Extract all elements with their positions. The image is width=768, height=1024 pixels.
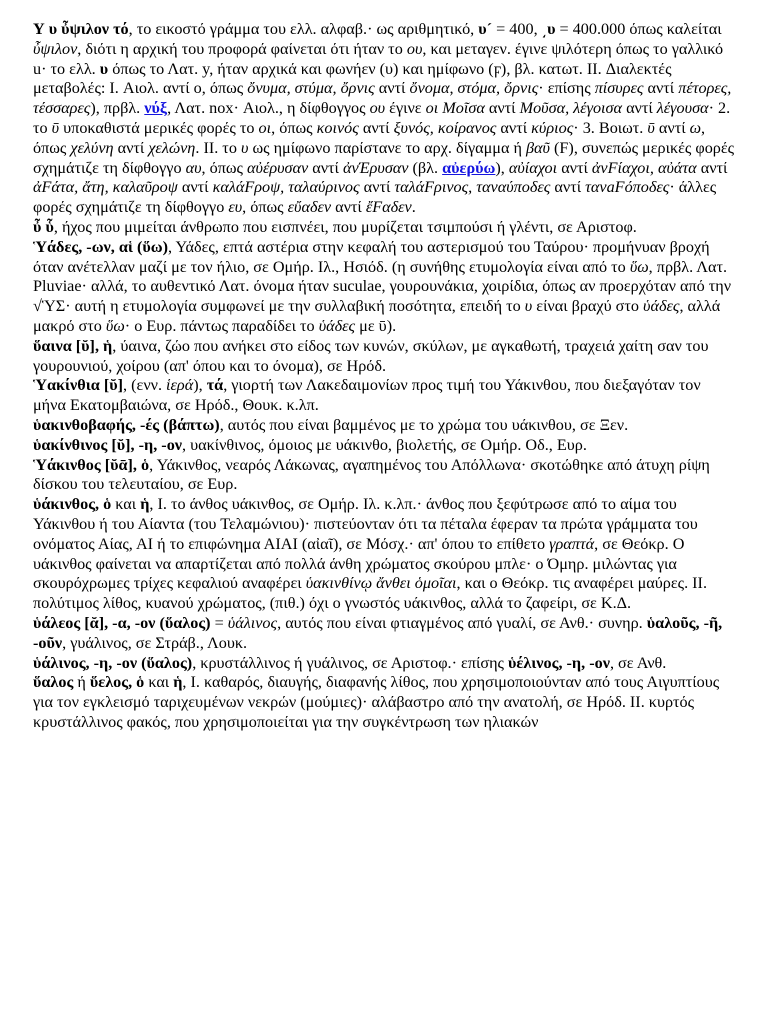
entry-text-run: είναι βραχύ στο xyxy=(532,297,644,316)
entry-text-run: , I. καθαρός, διαυγής, διαφανής λίθος, που χρησιμοποιούνταν από τους Αιγυπτίους για τον εγκλεισμό ταριχευμένων νεκρών (μούμιες)· αλάβαστρο από την ανατολή, σε Ηρόδ. II. κυρτός κρυστάλλινος φακός, που χρησιμοποιείται για την συγκέντρωση των ηλιακών xyxy=(33,673,720,731)
entry-text xyxy=(33,614,737,654)
entry-text-run: , διότι η αρχική του προφορά φαίνεται ότι ήταν το xyxy=(77,39,407,58)
headword: ὕαλος xyxy=(33,673,74,692)
entry-hyakinthia xyxy=(33,376,737,416)
headword: Ὑάδες, -ων, αἱ (ὕω) xyxy=(33,237,168,256)
headword: τά xyxy=(206,376,224,395)
entry-text-run: , I. το άνθος υάκινθος, σε Ομήρ. Ιλ. κ.λπ.· άνθος που ξεφύτρωσε από το αίμα του Υάκινθου ή του Αίαντα (του Τελαμώνιου)· πιστεύονταν ότι τα πέταλα έφεραν τα πρώτα γράμματα του ονόματος Αίας, ΑΙ ή το επιφώνημα ΑΙΑΙ (αἰαῖ), σε Μόσχ.· απ' όπου το επίθετο xyxy=(33,495,698,553)
italic-greek-term: ὕω xyxy=(629,257,649,276)
italic-greek-term: υ xyxy=(524,297,533,316)
italic-greek-term: ταλάFρινος, ταναύποδες xyxy=(394,178,551,197)
italic-greek-term: ω xyxy=(689,118,702,137)
entry-text-run: · 3. Βοιωτ. xyxy=(573,118,648,137)
italic-greek-term: κύριος xyxy=(531,118,574,137)
italic-greek-term: αυ xyxy=(185,158,202,177)
entry-text-run: , (ενν. xyxy=(123,376,167,395)
headword: υ xyxy=(99,59,109,78)
entry-text-run: , ύαινα, ζώο που ανήκει στο είδος των κυνών, σκύλων, με αγκαθωτή, τραχειά χαίτη σαν του γουρουνιού, χοίρου (απ' όπου και το όνομα), σε Ηρόδ. xyxy=(33,336,709,375)
italic-greek-term: ἀνΈρυσαν xyxy=(342,158,409,177)
italic-greek-term: χελώνη xyxy=(148,138,196,157)
entry-text-run: , όπως xyxy=(201,158,248,177)
italic-greek-term: οι xyxy=(425,99,439,118)
italic-greek-term: ξυνός, κοίρανος xyxy=(393,118,497,137)
entry-text-run: αντί xyxy=(308,158,343,177)
entry-text-run: , αλλά μακρό στο xyxy=(33,297,721,335)
entry-text xyxy=(33,436,737,456)
entry-hyakinthinos xyxy=(33,436,737,456)
entry-text-run: αντί xyxy=(359,178,395,197)
italic-greek-term: υ xyxy=(240,138,249,157)
italic-greek-term: ῡ xyxy=(51,118,60,137)
italic-greek-term: ὑακινθίνῳ ἄνθει ὁμοῖαι xyxy=(305,574,457,593)
headword: ἡ xyxy=(173,673,183,692)
entry-text-run: , όπως xyxy=(242,198,288,217)
entry-text-run: , πρβλ. Λατ. Pluviae· αλλά, το αυθεντικό Λατ. όνομα ήταν suculae, γουρουνάκια, χοιρίδια, όπως αν προερχόταν από την √ὙΣ· αυτή η ετυμολογία συμφωνεί με την συλλαβική ποσότητα, επειδή το xyxy=(33,257,732,316)
entry-text-run: αντί xyxy=(643,79,679,98)
entry-text xyxy=(33,456,737,496)
entry-text xyxy=(33,495,737,614)
link-aueryo[interactable]: αὐερύω xyxy=(442,158,496,177)
entry-text-run: (βλ. xyxy=(408,158,443,177)
entry-text-run: · επίσης xyxy=(538,79,595,98)
italic-greek-term: χελύνη xyxy=(70,138,114,157)
headword: Ὑακίνθια [ῠ] xyxy=(33,376,124,395)
headword: ὕαινα [ῠ], ἡ xyxy=(33,336,113,355)
headword: ͵υ xyxy=(541,20,556,38)
entry-text-run: όπως το Λατ. y, ήταν αρχικά και φωνήεν (υ) και ημίφωνο (ϝ), βλ. κατωτ. II. Διαλεκτές μεταβολές: I. Αιολ. αντί ο, όπως xyxy=(33,59,672,98)
entry-text-run: υποκαθιστά μερικές φορές το xyxy=(59,118,259,137)
entry-text xyxy=(33,416,737,436)
entry-text-run: αντί xyxy=(177,178,213,197)
entry-text-run: αντί xyxy=(622,99,657,118)
italic-greek-term: ἀFάτα, ἄτη, καλαῦροψ xyxy=(33,178,178,197)
entry-text-run: , Υάκινθος, νεαρός Λάκωνας, αγαπημένος του Απόλλωνα· σκοτώθηκε από άτυχη ρίψη δίσκου του τελευταίου, σε Ευρ. xyxy=(33,455,710,494)
entry-text-run: αντί xyxy=(496,118,532,137)
headword: Ὑάκινθος [ῠᾱ], ὁ xyxy=(33,455,150,474)
entry-hyakinthos-name xyxy=(33,456,737,496)
entry-text-run: , Λατ. nox· Αιολ., η δίφθογγος xyxy=(167,99,370,118)
entry-text-run: αντί xyxy=(331,198,366,217)
entry-text xyxy=(33,20,737,218)
entry-text-run: και xyxy=(111,495,141,514)
entry-text-run: = xyxy=(210,613,228,632)
entry-text-run: , κρυστάλλινος ή γυάλινος, σε Αριστοφ.· επίσης xyxy=(192,653,508,672)
italic-greek-term: αὐίαχοι xyxy=(508,158,558,177)
italic-greek-term: ὑάδες xyxy=(643,297,680,316)
italic-greek-term: αὐέρυσαν xyxy=(247,158,309,177)
entry-text-run: , το εικοστό γράμμα του ελλ. αλφαβ.· ως αριθμητικό, xyxy=(128,20,479,38)
italic-greek-term: βαῦ xyxy=(525,138,550,157)
headword: ὑακινθοβαφής, -ές (βάπτω) xyxy=(33,415,220,434)
entry-text-run: με ῡ). xyxy=(355,316,397,335)
entry-text-run: , γιορτή των Λακεδαιμονίων προς τιμή του Υάκινθου, που διεξαγόταν τον μήνα Εκατομβαιώνα, σε Ηρόδ., Θουκ. κ.λπ. xyxy=(33,376,701,415)
italic-greek-term: πίσυρες xyxy=(594,79,644,98)
italic-greek-term: ὄνυμα, στύμα, ὄρνις xyxy=(247,79,375,98)
headword: ὕελος, ὁ xyxy=(89,673,145,692)
entry-text-run: ή xyxy=(73,673,90,692)
entry-hyakinthobaphes xyxy=(33,416,737,436)
headword: ὑάλινος, -η, -ον (ὕαλος) xyxy=(33,653,193,672)
italic-greek-term: ὑάλινος xyxy=(227,613,278,632)
entry-text-run: ), xyxy=(495,158,509,177)
headword: ἡ xyxy=(140,495,150,514)
entry-text-run: αντί xyxy=(696,158,728,177)
entry-text-run: αντί xyxy=(374,79,410,98)
entry-ypsilon xyxy=(33,20,737,218)
headword: ὑάκινθος, ὁ xyxy=(33,495,112,514)
italic-greek-term: πέτορες, τέσσαρες xyxy=(33,79,732,118)
italic-greek-term: ἱερά xyxy=(166,376,194,395)
entry-text-run: , όπως xyxy=(271,118,317,137)
italic-greek-term: λέγουσα xyxy=(656,99,709,118)
headword: Υ υ ὖψιλον τό xyxy=(33,20,129,38)
italic-greek-term: ἀνFίαχοι, αὐάτα xyxy=(591,158,697,177)
entry-text-run: αντί xyxy=(484,99,520,118)
headword: υ´ xyxy=(478,20,493,38)
entry-text-run: , αυτός που είναι φτιαγμένος από γυαλί, σε Ανθ.· συνηρ. xyxy=(277,613,647,632)
entry-text xyxy=(33,218,737,238)
headword: ὑακίνθινος [ῠ], -η, -ον xyxy=(33,435,183,454)
entry-hyalos xyxy=(33,673,737,732)
entry-text-run: ), xyxy=(193,376,207,395)
italic-greek-term: ὕω xyxy=(105,316,125,335)
entry-text-run: , Υάδες, επτά αστέρια στην κεφαλή του αστερισμού του Ταύρου· προμήνυαν βροχή όταν ανέτελλαν μαζί με τον ήλιο, σε Ομήρ. Ιλ., Ησιόδ. (η συνήθης ετυμολογία είναι από το xyxy=(33,237,710,276)
italic-greek-term: κοινός xyxy=(316,118,359,137)
entry-text xyxy=(33,673,737,732)
entry-text-run: αντί xyxy=(113,138,149,157)
entry-text-run: , σε Θεόκρ. Ο υάκινθος φαίνεται να απαρτίζεται από πολλά άνθη χρώματος σκούρου μπλε· ο Όμηρ. μιλώντας για σκουρόχρωμες τρίχες κεφαλιού αναφέρει xyxy=(33,534,685,593)
entry-text-run: αντί xyxy=(358,118,394,137)
italic-greek-term: ὖψιλον xyxy=(33,39,78,58)
entry-text-run: αντί xyxy=(550,178,586,197)
entry-text-run: (F), συνεπώς μερικές φορές σχημάτιζε τη δίφθογγο xyxy=(33,138,735,177)
italic-greek-term: εὔαδεν xyxy=(287,198,332,217)
entry-text-run: . xyxy=(411,198,416,217)
entry-hyaleos xyxy=(33,614,737,654)
headword: ὑέλινος, -η, -ον xyxy=(508,653,610,672)
entry-text-run: · ο Ευρ. πάντως παραδίδει το xyxy=(124,316,319,335)
italic-greek-term: ευ xyxy=(228,198,243,217)
entry-y xyxy=(33,218,737,238)
entry-text xyxy=(33,238,737,337)
entry-text-run: αντί xyxy=(654,118,690,137)
entry-text xyxy=(33,376,737,416)
entry-text xyxy=(33,654,737,674)
entry-hyaina xyxy=(33,337,737,377)
entry-text-run: , και μεταγεν. έγινε ψιλότερη όπως το γαλλικό u· το ελλ. xyxy=(33,39,724,78)
entry-hyades xyxy=(33,238,737,337)
entry-text-run: , και ο Θεόκρ. τις αναφέρει μαύρες. II. πολύτιμος λίθος, κυανού χρώματος, (πιθ.) όχι ο γνωστός υάκινθος, αλλά το ζαφείρι, σε Κ.Δ. xyxy=(33,574,707,613)
italic-greek-term: γραπτά xyxy=(549,534,595,553)
entry-text-run: αντί xyxy=(557,158,592,177)
italic-greek-term: ἔFαδεν xyxy=(365,198,412,217)
italic-greek-term: ὄνομα, στόμα, ὄρνις xyxy=(409,79,539,98)
entry-text-run: , ήχος που μιμείται άνθρωπο που εισπνέει, που μυρίζεται τσιμπούσι ή γλέντι, σε Αριστοφ. xyxy=(53,217,637,236)
entry-text-run: , όπως xyxy=(33,118,706,157)
italic-greek-term: καλάFροψ, ταλαύρινος xyxy=(212,178,360,197)
entry-text-run: · άλλες φορές σχημάτιζε τη δίφθογγο xyxy=(33,178,717,217)
headword: ὑάλεος [ᾰ], -α, -ον (ὕαλος) xyxy=(33,613,211,632)
italic-greek-term: ὑάδες xyxy=(318,316,356,335)
entry-hyakinthos xyxy=(33,495,737,614)
entry-text-run: και xyxy=(144,673,174,692)
entry-text-run: , υακίνθινος, όμοιος με υάκινθο, βιολετής, σε Ομήρ. Οδ., Ευρ. xyxy=(182,435,587,454)
entry-text-run: έγινε xyxy=(385,99,426,118)
italic-greek-term: Μοῦσα, λέγοισα xyxy=(519,99,623,118)
headword: ὖ ὗ xyxy=(33,217,54,236)
entry-hyalinos xyxy=(33,654,737,674)
italic-greek-term: ου xyxy=(406,39,423,58)
italic-greek-term: ου xyxy=(369,99,386,118)
entry-text xyxy=(33,337,737,377)
italic-greek-term: ῡ xyxy=(647,118,655,137)
italic-greek-term: οι xyxy=(258,118,272,137)
headword: ὑαλοῦς, -ῆ, -οῦν xyxy=(33,613,723,652)
entry-text-run: = 400, xyxy=(492,20,542,38)
italic-greek-term: τανaFόποδες xyxy=(585,178,670,197)
entry-text-run: , αυτός που είναι βαμμένος με το χρώμα του υάκινθου, σε Ξεν. xyxy=(219,415,629,434)
entry-text-run: · 2. το xyxy=(33,99,731,137)
entry-text-run: , γυάλινος, σε Στράβ., Λουκ. xyxy=(62,633,248,652)
italic-greek-term: Μοῖσα xyxy=(442,99,485,118)
link-nyx[interactable]: νύξ xyxy=(144,99,168,118)
entry-text-run: ), πρβλ. xyxy=(90,99,145,118)
entry-text-run: = 400.000 όπως καλείται xyxy=(555,20,722,38)
entry-text-run: ως ημίφωνο παρίστανε το αρχ. δίγαμμα ή xyxy=(248,138,526,157)
entry-text-run: . II. το xyxy=(195,138,241,157)
entry-text-run: , σε Ανθ. xyxy=(609,653,667,672)
